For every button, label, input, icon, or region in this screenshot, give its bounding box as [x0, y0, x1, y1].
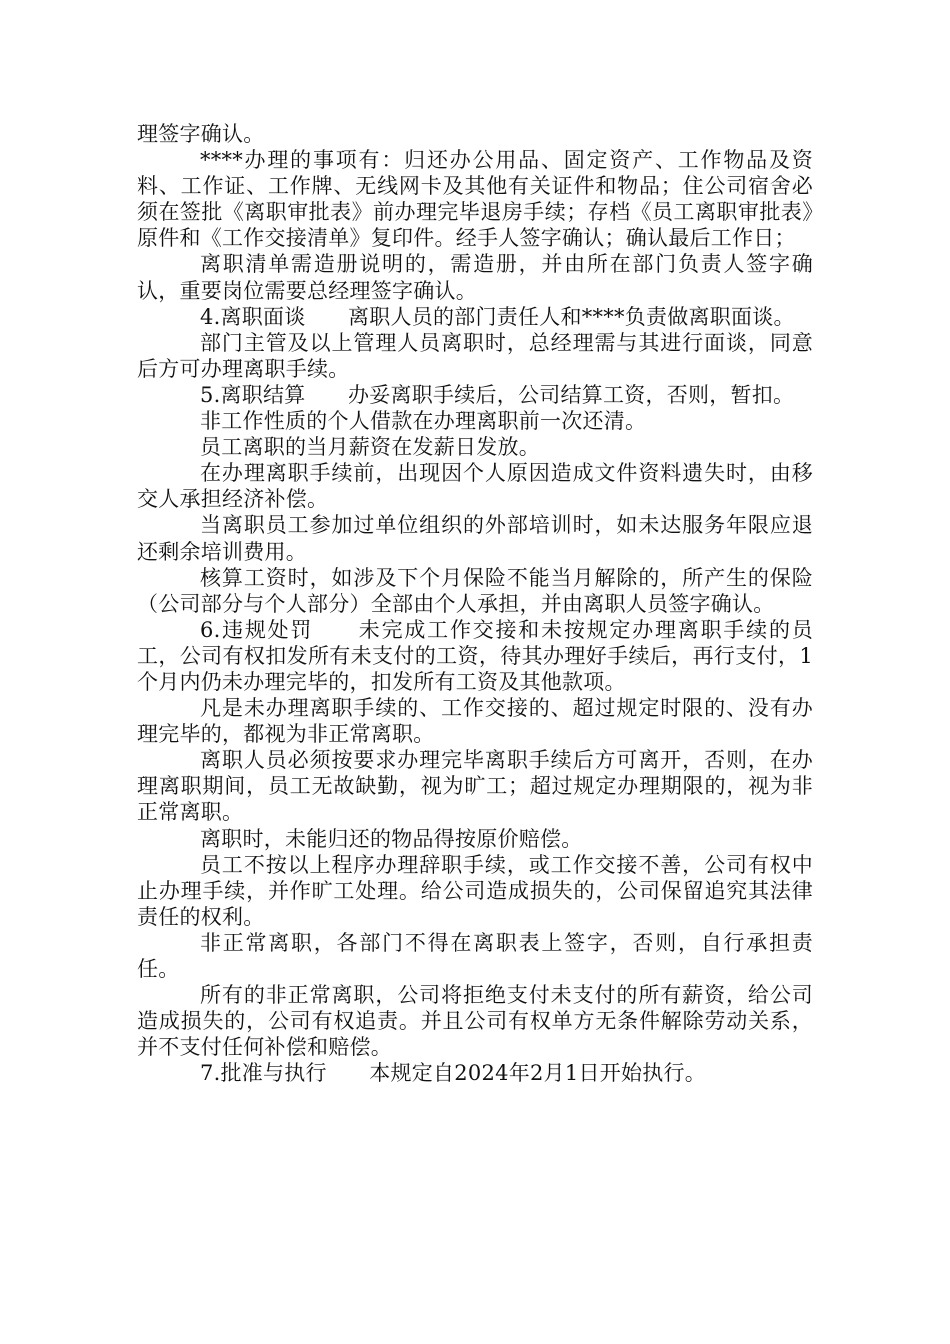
paragraph: 在办理离职手续前，出现因个人原因造成文件资料遗失时，由移交人承担经济补偿。 [137, 461, 813, 512]
paragraph: 核算工资时，如涉及下个月保险不能当月解除的，所产生的保险（公司部分与个人部分）全部由个人承担，并由离职人员签字确认。 [137, 565, 813, 616]
paragraph: 员工不按以上程序办理辞职手续，或工作交接不善，公司有权中止办理手续，并作旷工处理。给公司造成损失的，公司保留追究其法律责任的权利。 [137, 852, 813, 929]
document-body [137, 121, 813, 1086]
paragraph: 当离职员工参加过单位组织的外部培训时，如未达服务年限应退还剩余培训费用。 [137, 513, 813, 564]
paragraph: 部门主管及以上管理人员离职时，总经理需与其进行面谈，同意后方可办理离职手续。 [137, 330, 813, 381]
paragraph: 凡是未办理离职手续的、工作交接的、超过规定时限的、没有办理完毕的，都视为非正常离职。 [137, 696, 813, 747]
section-heading-approval-execution: 7.批准与执行 本规定自2024年2月1日开始执行。 [200, 1061, 706, 1086]
paragraph: 员工离职的当月薪资在发薪日发放。 [200, 435, 540, 460]
paragraph: 离职清单需造册说明的，需造册，并由所在部门负责人签字确认，重要岗位需要总经理签字确认。 [137, 252, 813, 303]
paragraph: 非工作性质的个人借款在办理离职前一次还清。 [200, 409, 647, 434]
paragraph: 离职时，未能归还的物品得按原价赔偿。 [200, 826, 583, 851]
paragraph: 离职人员必须按要求办理完毕离职手续后方可离开，否则，在办理离职期间，员工无故缺勤，视为旷工；超过规定办理期限的，视为非正常离职。 [137, 748, 813, 825]
paragraph: 理签字确认。 [137, 122, 265, 146]
section-heading-exit-settlement: 5.离职结算 办妥离职手续后，公司结算工资，否则，暂扣。 [200, 382, 795, 407]
paragraph: ****办理的事项有：归还办公用品、固定资产、工作物品及资料、工作证、工作牌、无线网卡及其他有关证件和物品；住公司宿舍必须在签批《离职审批表》前办理完毕退房手续；存档《员工离职审批表》原件和《工作交接清单》复印件。经手人签字确认；确认最后工作日； [137, 148, 813, 251]
paragraph: 非正常离职，各部门不得在离职表上签字，否则，自行承担责任。 [137, 930, 813, 981]
section-heading-exit-interview: 4.离职面谈 离职人员的部门责任人和****负责做离职面谈。 [200, 304, 795, 329]
section-heading-violation-penalty: 6.违规处罚 未完成工作交接和未按规定办理离职手续的员工，公司有权扣发所有未支付的工资，待其办理好手续后，再行支付，1个月内仍未办理完毕的，扣发所有工资及其他款项。 [137, 617, 813, 694]
paragraph: 所有的非正常离职，公司将拒绝支付未支付的所有薪资，给公司造成损失的，公司有权追责。并且公司有权单方无条件解除劳动关系，并不支付任何补偿和赔偿。 [137, 983, 813, 1060]
